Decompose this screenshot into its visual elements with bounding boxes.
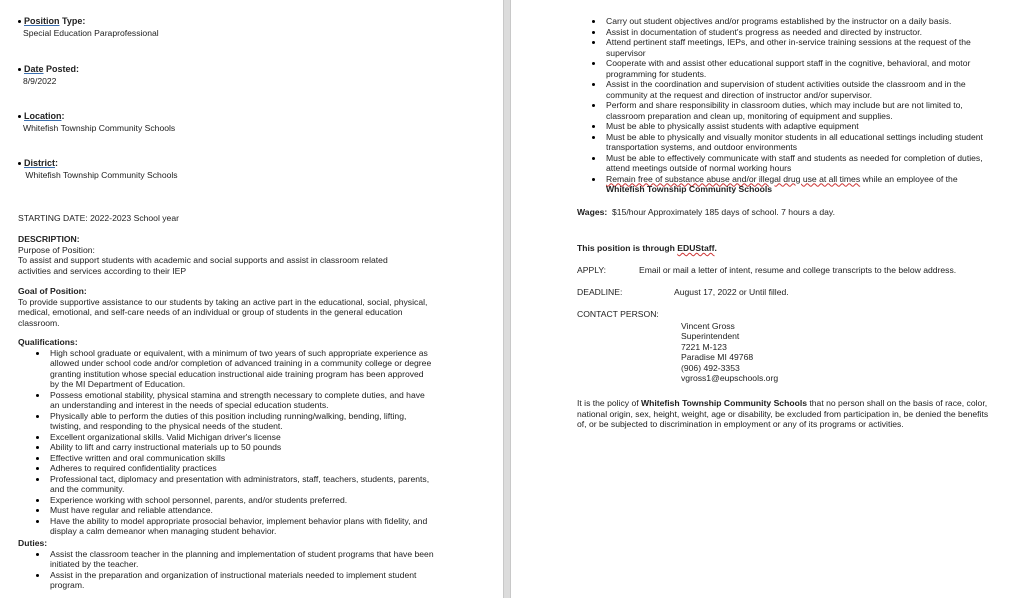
- duties-list: [18, 549, 435, 591]
- list-item: Physically able to perform the duties of this position including running/walking, bending, lifting, twisting, and responding to the physical needs of the student.: [50, 411, 435, 432]
- goal-heading: Goal of Position:: [18, 286, 87, 296]
- location-value: Whitefish Township Community Schools: [23, 122, 176, 133]
- description-section: [18, 234, 438, 276]
- list-item: Perform and share responsibility in classroom duties, which may include but are not limited to, classroom preparation and clean up, monitoring of equipment and supplies.: [606, 100, 991, 121]
- bullet-icon: [18, 162, 21, 165]
- list-item: Cooperate with and assist other educational support staff in the cognitive, behavioral, and motor programming for students.: [606, 58, 991, 79]
- goal-text: To provide supportive assistance to our students by taking an active part in the educational, social, physical, medical, emotional, and self-care needs of an individual or group of students in the general education classroom.: [18, 296, 428, 328]
- list-item: Effective written and oral communication skills: [50, 453, 435, 464]
- list-item: Assist in the coordination and supervision of student activities outside the classroom and in the community at the request and direction of instructor and/or supervisor.: [606, 79, 991, 100]
- date-posted-value: 8/9/2022: [23, 75, 57, 86]
- list-item: Professional tact, diplomacy and presentation with administrators, staff, teachers, students, parents, and the community.: [50, 474, 435, 495]
- document-page-right: [511, 0, 1024, 598]
- list-item: Attend pertinent staff meetings, IEPs, and other in-service training sessions at the request of the supervisor: [606, 37, 991, 58]
- list-item: Have the ability to model appropriate prosocial behavior, implement behavior plans with fidelity, and display a calm demeanor when managing student behavior.: [50, 516, 435, 537]
- position-type-field: Position Type: Special Education Paraprofessional: [18, 16, 159, 38]
- policy-statement: It is the policy of Whitefish Township Community Schools that no person shall on the basis of race, color, national origin, sex, height, weight, age or disability, be excluded from participation in, be denied the benefits of, or be subjected to discrimination in employment or any of its programs or activities.: [577, 398, 989, 429]
- date-posted-field: Date Posted: 8/9/2022: [18, 64, 79, 86]
- list-item: High school graduate or equivalent, with a minimum of two years of such appropriate experience as allowed under school code and/or completion of advanced training in a community college or degree granting institution whose special education instructional aide training program has been approved by the MI Department of Education.: [50, 348, 435, 390]
- list-item: Assist in documentation of student's progress as needed and directed by instructor.: [606, 27, 991, 38]
- duties-list-continued: [574, 16, 999, 195]
- deadline-row: DEADLINE: August 17, 2022 or Until filled.: [577, 287, 789, 297]
- starting-date: STARTING DATE: 2022-2023 School year: [18, 213, 179, 223]
- position-type-value: Special Education Paraprofessional: [23, 27, 159, 38]
- list-item: Possess emotional stability, physical stamina and strength necessary to complete duties, and have an understanding and interest in the needs of special education students.: [50, 390, 435, 411]
- contact-row: [577, 309, 778, 384]
- document-page-left: [0, 0, 503, 598]
- duties-section: [18, 538, 438, 591]
- district-field: District: Whitefish Township Community Schools: [18, 158, 178, 180]
- list-item: Excellent organizational skills. Valid Michigan driver's license: [50, 432, 435, 443]
- page-gap: [503, 0, 511, 598]
- list-item: Adheres to required confidentiality practices: [50, 463, 435, 474]
- apply-row: APPLY: Email or mail a letter of intent, resume and college transcripts to the below address.: [577, 265, 957, 275]
- through-row: This position is through EDUStaff.: [577, 243, 717, 253]
- goal-section: [18, 286, 438, 328]
- list-item: Experience working with school personnel, parents, and/or students preferred.: [50, 495, 435, 506]
- contact-label: CONTACT PERSON:: [577, 309, 659, 319]
- duties-heading: Duties:: [18, 538, 48, 548]
- qualifications-section: [18, 337, 438, 537]
- description-heading: DESCRIPTION:: [18, 234, 80, 244]
- bullet-icon: [18, 115, 21, 118]
- list-item: Carry out student objectives and/or programs established by the instructor on a daily basis.: [606, 16, 991, 27]
- bullet-icon: [18, 68, 21, 71]
- contact-details: Vincent Gross Superintendent 7221 M-123 Paradise MI 49768 (906) 492-3353 vgross1@eupschools.org: [681, 320, 779, 383]
- list-item: Remain free of substance abuse and/or illegal drug use at all times while an employee of the Whitefish Township Community Schools: [606, 174, 991, 195]
- list-item: Ability to lift and carry instructional materials up to 50 pounds: [50, 442, 435, 453]
- purpose-text: To assist and support students with academic and social supports and assist in classroom related activities and services according to their IEP: [18, 255, 388, 276]
- qualifications-heading: Qualifications:: [18, 337, 78, 347]
- list-item: Assist the classroom teacher in the planning and implementation of student programs that have been initiated by the teacher.: [50, 548, 434, 569]
- location-field: Location: Whitefish Township Community Schools: [18, 111, 175, 133]
- contact-email: vgross1@eupschools.org: [681, 373, 779, 383]
- list-item: Must have regular and reliable attendance.: [50, 505, 435, 516]
- list-item: Must be able to effectively communicate with staff and students as needed for completion of duties, attend meetings outside of normal working hours: [606, 153, 991, 174]
- qualifications-list: [18, 348, 435, 537]
- wages-row: Wages: $15/hour Approximately 185 days of school. 7 hours a day.: [577, 207, 835, 217]
- list-item: Assist in the preparation and organization of instructional materials needed to implement student program.: [50, 570, 435, 591]
- purpose-label: Purpose of Position:: [18, 244, 95, 255]
- district-value: Whitefish Township Community Schools: [23, 169, 178, 180]
- bullet-icon: [18, 20, 21, 23]
- list-item: Must be able to physically and visually monitor students in all educational settings including student transportation systems, and outdoor environments: [606, 132, 991, 153]
- list-item: Must be able to physically assist students with adaptive equipment: [606, 121, 991, 132]
